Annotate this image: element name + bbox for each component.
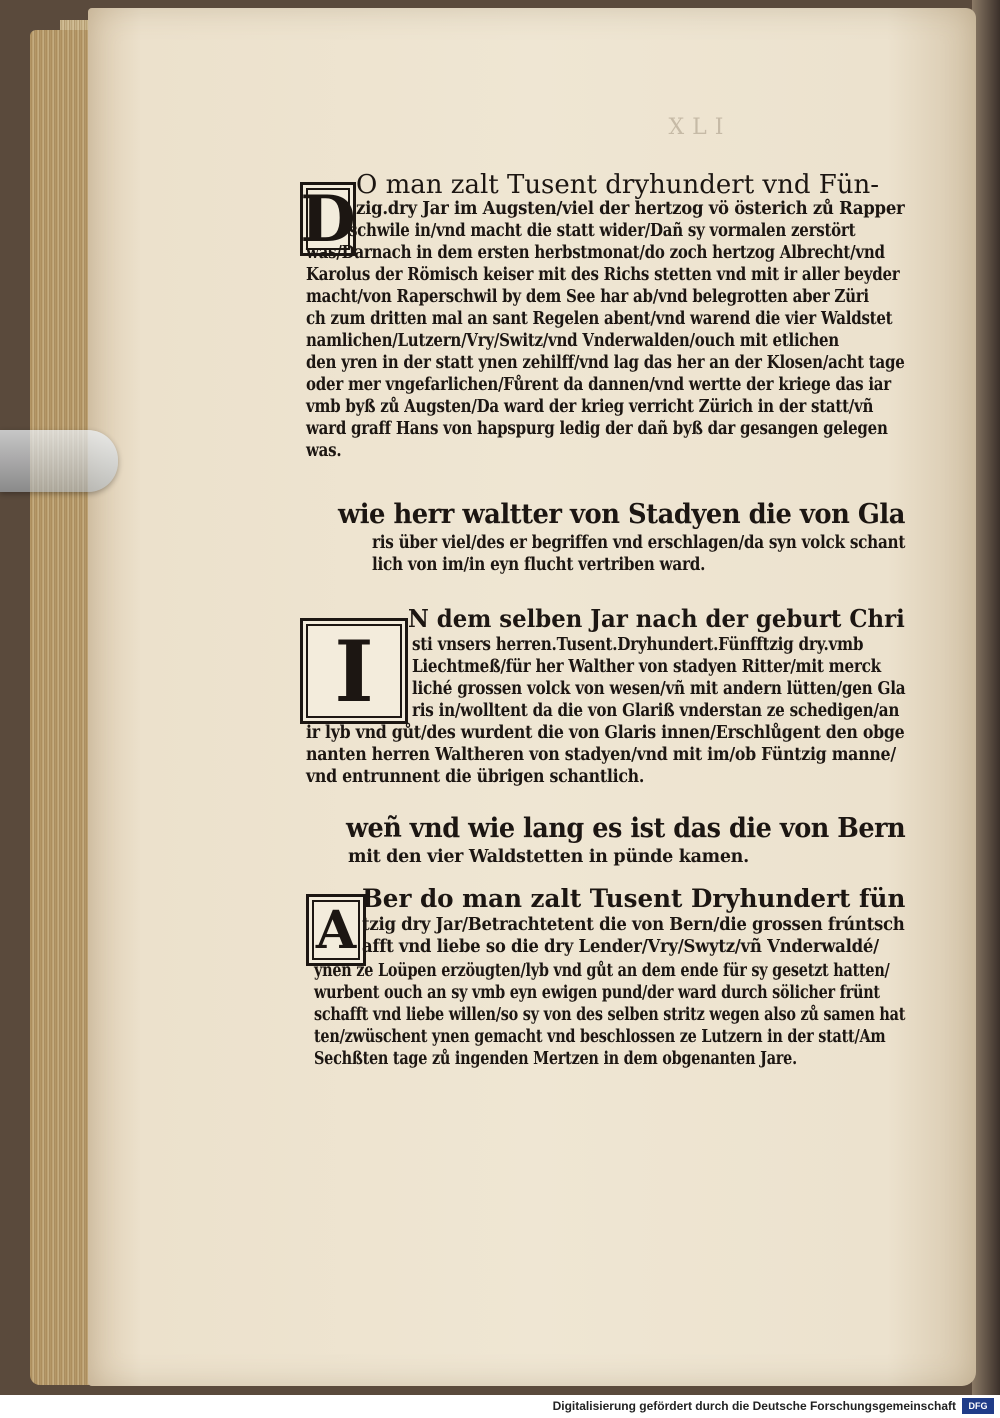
section-subheading-1	[372, 532, 985, 576]
paragraph-3-line-1: Ber do man zalt Tusent Dryhundert fün	[362, 884, 906, 913]
paragraph-1-line-9: den yren in der statt ynen zehilff/vnd lag das her an der Klosen/acht tage	[306, 353, 905, 373]
section-heading-2	[346, 814, 937, 844]
page-clip	[0, 430, 118, 492]
paragraph-2-line-3: Liechtmeß/für her Walther von stadyen Ritter/mit merck	[412, 657, 881, 677]
footer-bar	[0, 1395, 1000, 1418]
paragraph-3-line-2: tzig dry Jar/Betrachtetent die von Bern/die grossen frúntsch	[362, 915, 905, 935]
dfg-logo[interactable]: DFG	[962, 1398, 994, 1414]
paragraph-3-line-6: schafft vnd liebe willen/so sy von des selben stritz wegen also zů samen hat	[314, 1005, 906, 1025]
initial-letter-2: I	[334, 621, 374, 721]
paragraph-2-body	[412, 634, 980, 722]
paragraph-2-line-5: ris in/wolltent da die von Glariß vnderstan ze schedigen/an	[412, 701, 900, 721]
paragraph-3-body-cont	[314, 960, 1000, 1070]
paragraph-1-line-2: zig.dry Jar im Augsten/viel der hertzog vö österich zů Rapper	[356, 199, 905, 219]
heading-2-line-1: mit den vier Waldstetten in pünde kamen.	[348, 847, 749, 867]
section-heading-1	[338, 500, 932, 530]
section-subheading-2	[348, 846, 749, 868]
paragraph-3-line-3: afft vnd liebe so die dry Lender/Vry/Swytz/vñ Vnderwaldé/	[362, 937, 879, 957]
paragraph-3-line-5: wurbent ouch an sy vmb eyn ewigen pund/der ward durch sölicher frünt	[314, 983, 880, 1003]
paragraph-1-line-3: schwile in/vnd macht die statt wider/Dañ sy vormalen zerstört	[348, 221, 856, 241]
paragraph-3-line-4: ynen ze Loüpen erzöugten/lyb vnd gůt an dem ende für sy gesetzt hatten/	[314, 961, 890, 981]
paragraph-1-line-4: was/Darnach in dem ersten herbstmonat/do zoch hertzog Albrecht/vnd	[306, 243, 885, 263]
paragraph-1-body-cont	[306, 220, 1000, 462]
paragraph-3-line-7: ten/zwüschent ynen gemacht vnd beschlossen ze Lutzern in der statt/Am	[314, 1027, 886, 1047]
paragraph-3-line-8: Sechßten tage zů ingenden Mertzen in dem obgenanten Jare.	[314, 1049, 797, 1069]
paragraph-2-line-7: nanten herren Waltheren von stadyen/vnd mit im/ob Füntzig manne/	[306, 745, 896, 765]
paragraph-2-line-2: sti vnsers herren.Tusent.Dryhundert.Fünfftzig dry.vmb	[412, 635, 864, 655]
paragraph-1-line-5: Karolus der Römisch keiser mit des Richs stetten vnd mit ir aller beyder	[306, 265, 900, 285]
paragraph-1-line-1: O man zalt Tusent dryhundert vnd Fün-	[356, 170, 880, 200]
paragraph-1-line-13: was.	[306, 441, 342, 461]
decorated-initial-3	[306, 894, 366, 966]
heading-2-title: weñ vnd wie lang es ist das die von Bern	[346, 813, 906, 844]
paragraph-3-body	[362, 914, 937, 958]
heading-1-line-2: lich von im/in eyn flucht vertriben ward.	[372, 555, 706, 575]
paragraph-1-line-6: macht/von Raperschwil by dem See har ab/vnd belegrotten aber Züri	[306, 287, 869, 307]
paragraph-1	[356, 170, 879, 200]
paragraph-2-line-4: liché grossen volck von wesen/vñ mit andern lütten/gen Gla	[412, 679, 906, 699]
paragraph-2-line-6: ir lyb vnd gůt/des wurdent die von Glaris innen/Erschlůgent den obge	[306, 723, 905, 743]
paragraph-1-line-8: namlichen/Lutzern/Vry/Switz/vnd Vnderwalden/ouch mit etlichen	[306, 331, 839, 351]
paragraph-3	[362, 884, 914, 914]
paragraph-1-body	[356, 198, 938, 220]
initial-letter-1: D	[300, 181, 356, 257]
initial-letter-3: A	[315, 899, 357, 961]
heading-1-title: wie herr waltter von Stadyen die von Gla	[338, 499, 905, 530]
paragraph-1-line-11: vmb byß zů Augsten/Da ward der krieg verricht Zürich in der statt/vñ	[306, 397, 874, 417]
funding-credit: Digitalisierung gefördert durch die Deutsche Forschungsgemeinschaft	[552, 1399, 956, 1413]
folio-number: XLI	[668, 115, 732, 140]
paragraph-1-line-10: oder mer vngefarlichen/Fůrent da dannen/vnd wertte der kriege das iar	[306, 375, 891, 395]
decorated-initial-2	[300, 618, 408, 724]
paragraph-1-line-12: ward graff Hans von hapspurg ledig der dañ byß dar gesangen gelegen	[306, 419, 888, 439]
heading-1-line-1: ris über viel/des er begriffen vnd erschlagen/da syn volck schant	[372, 533, 906, 553]
paragraph-2	[408, 604, 931, 634]
paragraph-2-body-cont	[306, 722, 969, 788]
paragraph-2-line-1: N dem selben Jar nach der geburt Chri	[408, 604, 905, 633]
paragraph-1-line-7: ch zum dritten mal an sant Regelen abent/vnd warend die vier Waldstet	[306, 309, 893, 329]
paragraph-2-line-8: vnd entrunnent die übrigen schantlich.	[306, 767, 645, 787]
